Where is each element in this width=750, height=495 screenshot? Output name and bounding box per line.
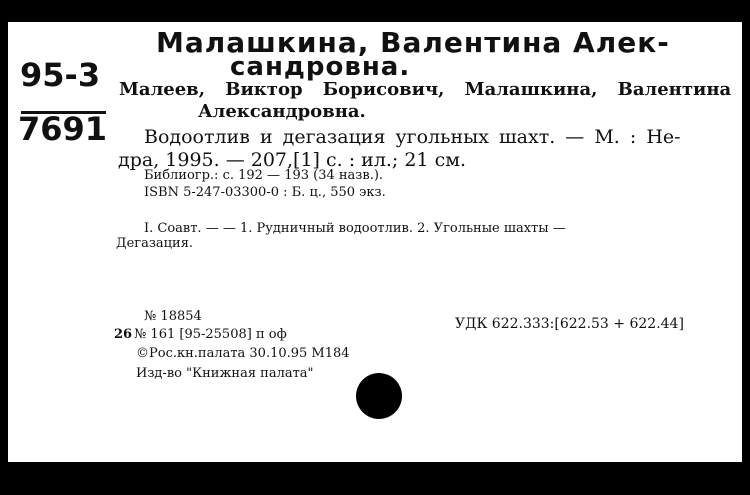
title-line2: дра, 1995. — 207,[1] с. : ил.; 21 см. bbox=[118, 149, 467, 171]
card-number-prefix: 26 bbox=[114, 327, 133, 342]
udk-code: УДК 622.333:[622.53 + 622.44] bbox=[455, 316, 684, 332]
copyright-line: ©Рос.кн.палата 30.10.95 М184 bbox=[136, 346, 350, 361]
authors-line1: Малеев, Виктор Борисович, Малашкина, Валентина bbox=[119, 79, 732, 100]
authors-line2: Александровна. bbox=[198, 101, 366, 122]
card-number-1: № 18854 bbox=[144, 309, 202, 324]
subjects-line1: I. Соавт. — — 1. Рудничный водоотлив. 2. Угольные шахты — bbox=[144, 221, 566, 236]
handwritten-name-line1: Малашкина, Валентина Алек- bbox=[156, 26, 670, 59]
bibliography-note: Библиогр.: с. 192 — 193 (34 назв.). bbox=[144, 168, 384, 183]
isbn-line: ISBN 5-247-03300-0 : Б. ц., 550 экз. bbox=[144, 185, 386, 200]
publisher-line: Изд-во "Книжная палата" bbox=[136, 366, 314, 381]
title-line1: Водоотлив и дегазация угольных шахт. — М. : Не- bbox=[144, 126, 681, 148]
handwritten-call-number-top: 95-3 bbox=[20, 56, 101, 94]
handwritten-name-line2: сандровна. bbox=[230, 52, 411, 82]
subjects-line2: Дегазация. bbox=[116, 236, 194, 251]
catalog-card bbox=[8, 22, 742, 462]
card-number-2: № 161 [95-25508] п оф bbox=[134, 327, 287, 342]
handwritten-call-number-bottom: 7691 bbox=[18, 110, 108, 148]
punch-hole bbox=[356, 373, 402, 419]
